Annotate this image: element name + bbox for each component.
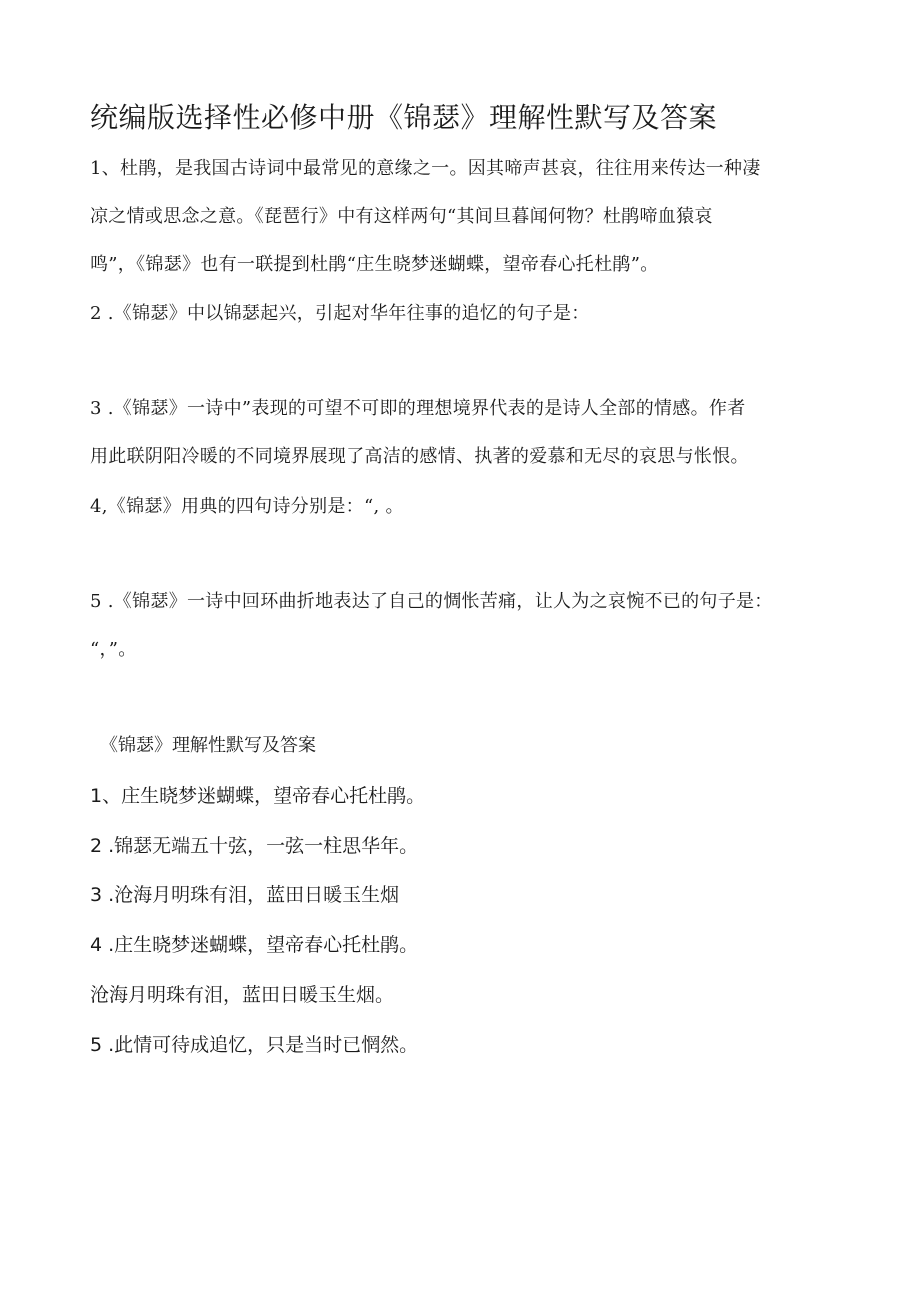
document-title: 统编版选择性必修中册《锦瑟》理解性默写及答案 xyxy=(90,101,718,134)
answer-4: 4 .庄生晓梦迷蝴蝶，望帝春心托杜鹃。 xyxy=(90,934,419,956)
question-1-line-2: 凉之情或思念之意。《琵琶行》中有这样两句“其间旦暮闻何物？杜鹃啼血猿哀 xyxy=(90,206,713,227)
question-5-line-2: “，”。 xyxy=(90,639,137,660)
question-3-line-2: 用此联阴阳冷暖的不同境界展现了高洁的感情、执著的爱慕和无尽的哀思与怅恨。 xyxy=(90,446,749,467)
answers-title: 《锦瑟》理解性默写及答案 xyxy=(100,735,316,756)
question-2-line-1: 2 .《锦瑟》中以锦瑟起兴，引起对华年往事的追忆的句子是： xyxy=(90,303,590,324)
answer-2: 2 .锦瑟无端五十弦，一弦一柱思华年。 xyxy=(90,835,419,857)
question-4 xyxy=(90,483,850,531)
question-1-line-3: 鸣”，《锦瑟》也有一联提到杜鹃“庄生晓梦迷蝴蝶，望帝春心托杜鹃”。 xyxy=(90,254,659,275)
question-1 xyxy=(90,145,850,289)
question-3-line-1: 3 .《锦瑟》一诗中”表现的可望不可即的理想境界代表的是诗人全部的情感。作者 xyxy=(90,398,746,419)
question-2 xyxy=(90,290,850,338)
question-1-line-1: 1、杜鹃，是我国古诗词中最常见的意缘之一。因其啼声甚哀，往往用来传达一种凄 xyxy=(90,158,761,179)
question-5 xyxy=(90,578,850,674)
answer-5: 5 .此情可待成追忆，只是当时已惘然。 xyxy=(90,1034,419,1056)
answer-3: 3 .沧海月明珠有泪，蓝田日暖玉生烟 xyxy=(90,884,400,906)
question-5-line-1: 5 .《锦瑟》一诗中回环曲折地表达了自己的惆怅苦痛，让人为之哀惋不已的句子是： xyxy=(90,591,773,612)
answer-1: 1、庄生晓梦迷蝴蝶，望帝春心托杜鹃。 xyxy=(90,785,426,807)
answer-4-continued: 沧海月明珠有泪，蓝田日暖玉生烟。 xyxy=(90,984,395,1006)
question-4-line-1: 4,《锦瑟》用典的四句诗分别是：“, 。 xyxy=(90,496,404,517)
question-3 xyxy=(90,385,850,481)
